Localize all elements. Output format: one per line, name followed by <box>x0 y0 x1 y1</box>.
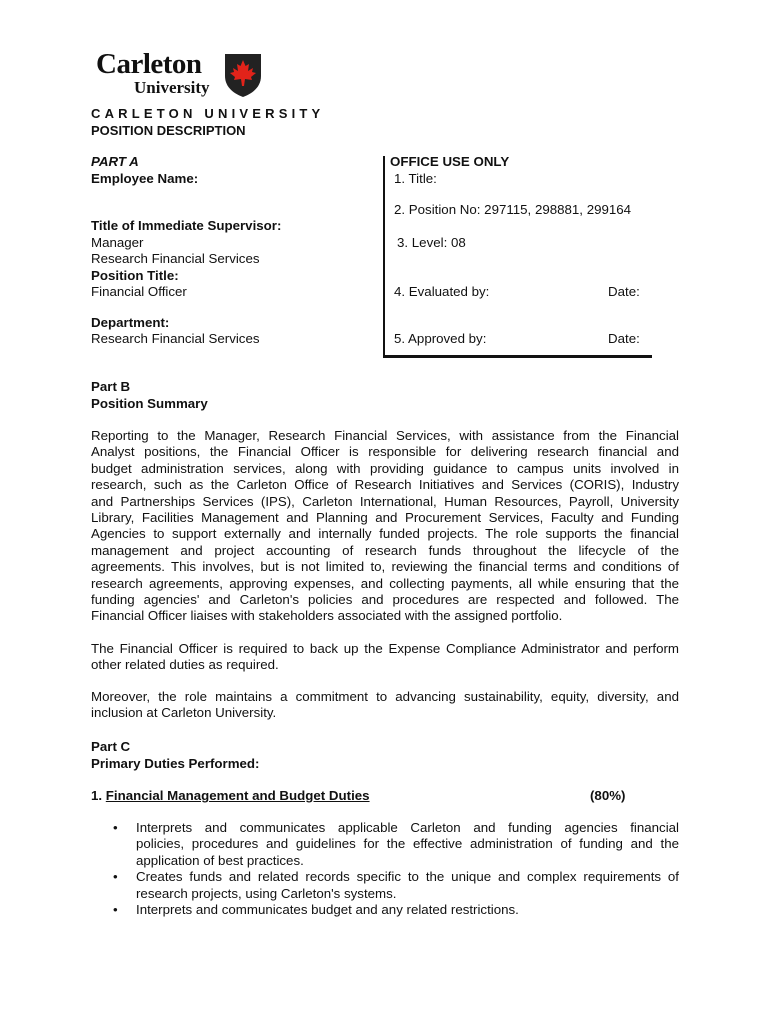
summary-line: agreements. This involves, but is not limited to, reviewing the financial terms and conditions of <box>91 559 679 575</box>
supervisor-label: Title of Immediate Supervisor: <box>91 218 282 233</box>
bullet-line: Creates funds and related records specific to the unique and complex requirements of <box>136 869 679 885</box>
office-use-bottom-divider <box>383 355 652 358</box>
commitment-paragraph <box>91 689 679 722</box>
carleton-logo <box>96 50 266 102</box>
office-use-level: 3. Level: 08 <box>397 235 466 250</box>
summary-line: Agencies to support externally and internally funded projects. The role supports the financial <box>91 526 679 542</box>
summary-line: Library, Facilities Management and Planning and Procurement Services, Faculty and Funding <box>91 510 679 526</box>
university-heading: CARLETON UNIVERSITY <box>91 106 325 121</box>
duty-percent: (80%) <box>590 788 626 803</box>
supervisor-line-1: Manager <box>91 235 144 250</box>
bullet-line: Interprets and communicates budget and any related restrictions. <box>136 902 519 918</box>
office-use-vertical-divider <box>383 156 385 356</box>
bullet-icon: • <box>113 820 118 835</box>
summary-line: and Partnerships Services (IPS), Carleton International, Human Resources, Payroll, University <box>91 493 679 509</box>
document-type-heading: POSITION DESCRIPTION <box>91 123 246 138</box>
office-use-position-no: 2. Position No: 297115, 298881, 299164 <box>394 202 632 217</box>
bullet-line: Interprets and communicates applicable Carleton and funding agencies financial <box>136 820 679 835</box>
office-use-approved-date: Date: <box>608 331 640 346</box>
bullet-icon: • <box>113 869 118 885</box>
summary-line: funding agencies' and Carleton's policies and procedures are respected and followed. The <box>91 592 679 608</box>
employee-name-label: Employee Name: <box>91 171 199 186</box>
office-use-title: 1. Title: <box>394 171 437 186</box>
bullet-line: application of best practices. <box>136 852 304 868</box>
position-summary-paragraph <box>91 428 679 625</box>
bullet-icon: • <box>113 902 118 918</box>
list-item <box>91 869 679 902</box>
position-title-value: Financial Officer <box>91 284 187 299</box>
backup-paragraph <box>91 641 679 674</box>
backup-line: The Financial Officer is required to back up the Expense Compliance Administrator and perform <box>91 641 679 656</box>
bullet-line: policies, procedures and guidelines for the effective administration of funding and the <box>136 836 679 852</box>
office-use-evaluated-date: Date: <box>608 284 640 299</box>
position-summary-heading: Position Summary <box>91 396 208 411</box>
duty-number: 1. <box>91 788 103 803</box>
summary-line: Reporting to the Manager, Research Financial Services, with assistance from the Financial <box>91 428 679 443</box>
duty-title: Financial Management and Budget Duties <box>105 788 370 803</box>
summary-line: Analyst positions, the Financial Officer is responsible for delivering research financial and <box>91 444 679 460</box>
duty-bullet-list <box>91 820 679 918</box>
office-use-approved-by: 5. Approved by: <box>394 331 487 346</box>
office-use-heading: OFFICE USE ONLY <box>390 154 510 169</box>
bullet-line: research projects, using Carleton's systems. <box>136 885 397 901</box>
department-label: Department: <box>91 315 170 330</box>
backup-line: other related duties as required. <box>91 657 279 673</box>
part-b-heading: Part B <box>91 379 131 394</box>
logo-wordmark-carleton: Carleton <box>96 48 202 80</box>
list-item <box>91 902 679 918</box>
summary-line: research agreements, approving expenses, and collecting payments, all while ensuring that the <box>91 575 679 591</box>
logo-wordmark-university: University <box>134 78 210 97</box>
summary-line: budget administration services, along with providing guidance to campus units involved in <box>91 460 679 476</box>
maple-leaf-shield-icon <box>223 52 263 98</box>
position-title-label: Position Title: <box>91 268 179 283</box>
commitment-line: inclusion at Carleton University. <box>91 705 277 721</box>
summary-line: research, such as the Carleton Office of Research Initiatives and Services (CORIS), Industry <box>91 477 679 493</box>
part-a-heading: PART A <box>91 154 139 169</box>
supervisor-line-2: Research Financial Services <box>91 251 260 266</box>
department-value: Research Financial Services <box>91 331 260 346</box>
list-item <box>91 820 679 869</box>
duty-heading <box>91 788 370 803</box>
summary-line: Financial Officer liaises with stakeholders associated with the assigned portfolio. <box>91 608 563 624</box>
primary-duties-heading: Primary Duties Performed: <box>91 756 260 771</box>
office-use-evaluated-by: 4. Evaluated by: <box>394 284 490 299</box>
part-c-heading: Part C <box>91 739 131 754</box>
commitment-line: Moreover, the role maintains a commitment to advancing sustainability, equity, diversity, and <box>91 689 679 704</box>
summary-line: management and project accounting of research funds throughout the lifecycle of the <box>91 542 679 558</box>
